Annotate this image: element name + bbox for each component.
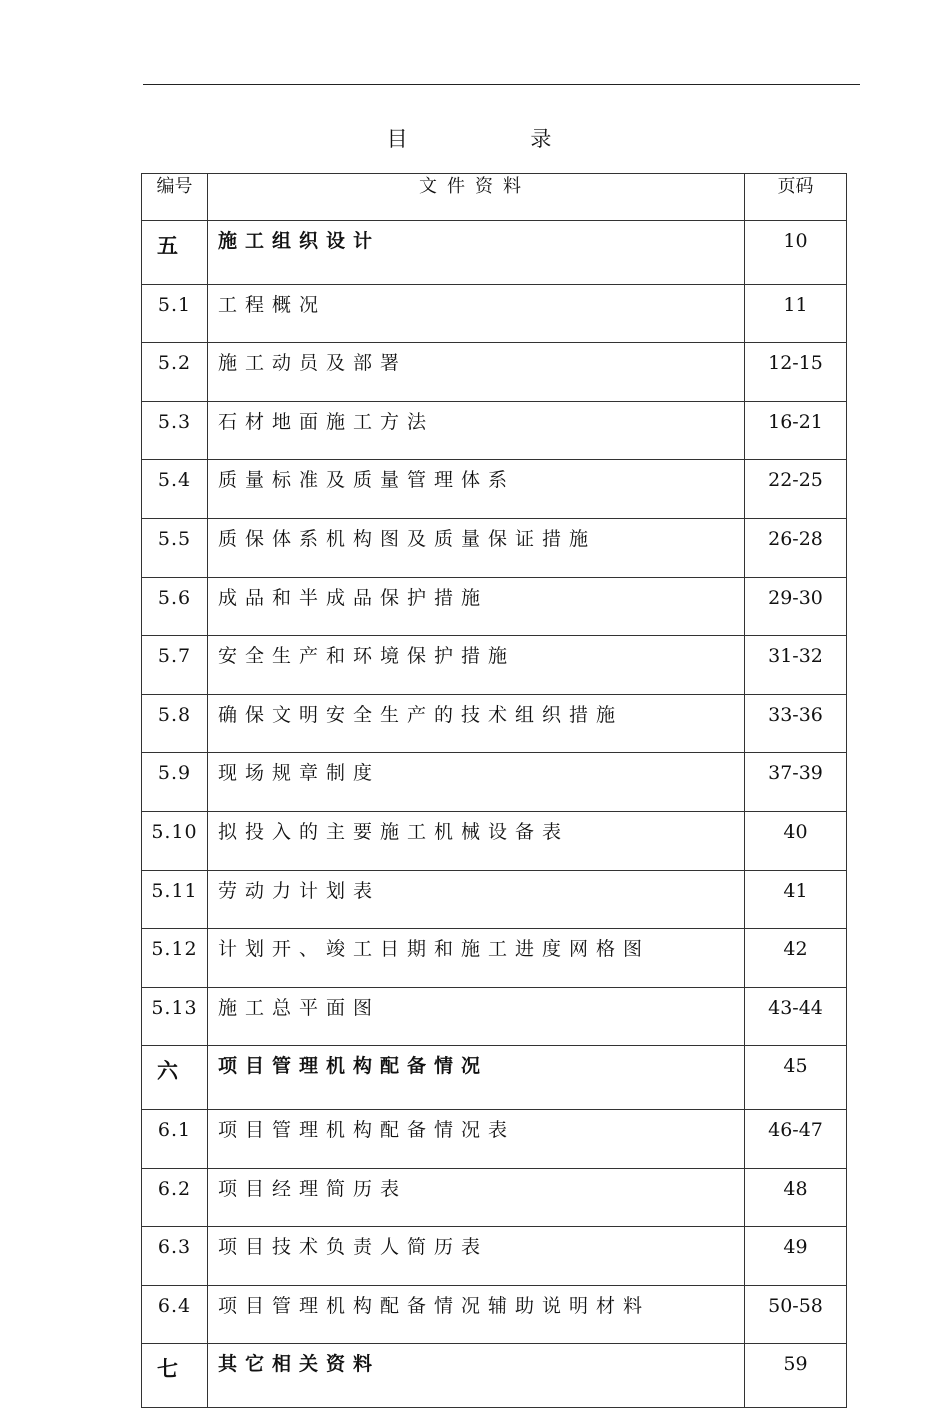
- toc-row: [142, 811, 847, 870]
- toc-page: 29-30: [745, 577, 847, 636]
- toc-num: 5.10: [142, 811, 208, 870]
- toc-table: [141, 173, 847, 1408]
- toc-page: 46-47: [745, 1109, 847, 1168]
- toc-title: 石材地面施工方法: [208, 401, 745, 460]
- toc-title: 成品和半成品保护措施: [208, 577, 745, 636]
- toc-num: 5.4: [142, 460, 208, 519]
- toc-num: 5.2: [142, 343, 208, 402]
- toc-title: 项目管理机构配备情况辅助说明材料: [208, 1285, 745, 1344]
- toc-row: [142, 577, 847, 636]
- header-rule: [143, 84, 860, 85]
- toc-title: 项目管理机构配备情况表: [208, 1109, 745, 1168]
- toc-page: 33-36: [745, 694, 847, 753]
- toc-title: 施工总平面图: [208, 987, 745, 1046]
- toc-row: [142, 870, 847, 929]
- toc-num: 5.7: [142, 636, 208, 695]
- toc-row: [142, 343, 847, 402]
- toc-row: [142, 401, 847, 460]
- toc-num: 5.6: [142, 577, 208, 636]
- toc-title: 施工组织设计: [208, 221, 745, 285]
- toc-num: 5.9: [142, 753, 208, 812]
- toc-num: 5.11: [142, 870, 208, 929]
- toc-title: 项目经理简历表: [208, 1168, 745, 1227]
- toc-section-row: [142, 1344, 847, 1408]
- toc-page: 12-15: [745, 343, 847, 402]
- toc-row: [142, 518, 847, 577]
- toc-page: 42: [745, 929, 847, 988]
- toc-page: 10: [745, 221, 847, 285]
- header-num: 编号: [142, 174, 208, 221]
- toc-row: [142, 460, 847, 519]
- toc-num: 6.3: [142, 1227, 208, 1286]
- toc-row: [142, 1109, 847, 1168]
- toc-title: 其它相关资料: [208, 1344, 745, 1408]
- toc-page: 49: [745, 1227, 847, 1286]
- toc-title: 工程概况: [208, 284, 745, 343]
- toc-num: 6.2: [142, 1168, 208, 1227]
- toc-num: 5.1: [142, 284, 208, 343]
- page-title: 目 录: [386, 127, 610, 151]
- toc-page: 43-44: [745, 987, 847, 1046]
- toc-page: 41: [745, 870, 847, 929]
- toc-title: 安全生产和环境保护措施: [208, 636, 745, 695]
- toc-num: 五: [142, 221, 208, 285]
- toc-row: [142, 694, 847, 753]
- toc-title: 现场规章制度: [208, 753, 745, 812]
- toc-row: [142, 987, 847, 1046]
- toc-page: 59: [745, 1344, 847, 1408]
- toc-page: 31-32: [745, 636, 847, 695]
- toc-page: 45: [745, 1046, 847, 1110]
- toc-num: 6.4: [142, 1285, 208, 1344]
- toc-page: 26-28: [745, 518, 847, 577]
- toc-title: 劳动力计划表: [208, 870, 745, 929]
- toc-page: 48: [745, 1168, 847, 1227]
- header-page: 页码: [745, 174, 847, 221]
- toc-page: 50-58: [745, 1285, 847, 1344]
- toc-title: 项目技术负责人简历表: [208, 1227, 745, 1286]
- toc-header-row: [142, 174, 847, 221]
- toc-row: [142, 1285, 847, 1344]
- toc-page: 37-39: [745, 753, 847, 812]
- header-title: 文件资料: [208, 174, 745, 221]
- toc-row: [142, 929, 847, 988]
- toc-row: [142, 284, 847, 343]
- toc-num: 5.13: [142, 987, 208, 1046]
- toc-page: 22-25: [745, 460, 847, 519]
- toc-page: 16-21: [745, 401, 847, 460]
- toc-num: 六: [142, 1046, 208, 1110]
- toc-num: 5.5: [142, 518, 208, 577]
- toc-row: [142, 1168, 847, 1227]
- toc-section-row: [142, 221, 847, 285]
- toc-body: [142, 174, 847, 1408]
- toc-row: [142, 1227, 847, 1286]
- toc-num: 5.8: [142, 694, 208, 753]
- toc-title: 确保文明安全生产的技术组织措施: [208, 694, 745, 753]
- toc-title: 施工动员及部署: [208, 343, 745, 402]
- toc-page: 11: [745, 284, 847, 343]
- toc-title: 项目管理机构配备情况: [208, 1046, 745, 1110]
- toc-title: 质量标准及质量管理体系: [208, 460, 745, 519]
- toc-section-row: [142, 1046, 847, 1110]
- toc-title: 质保体系机构图及质量保证措施: [208, 518, 745, 577]
- toc-page: 40: [745, 811, 847, 870]
- toc-row: [142, 636, 847, 695]
- toc-title: 计划开、竣工日期和施工进度网格图: [208, 929, 745, 988]
- toc-num: 5.12: [142, 929, 208, 988]
- toc-num: 七: [142, 1344, 208, 1408]
- toc-num: 6.1: [142, 1109, 208, 1168]
- toc-num: 5.3: [142, 401, 208, 460]
- toc-row: [142, 753, 847, 812]
- toc-title: 拟投入的主要施工机械设备表: [208, 811, 745, 870]
